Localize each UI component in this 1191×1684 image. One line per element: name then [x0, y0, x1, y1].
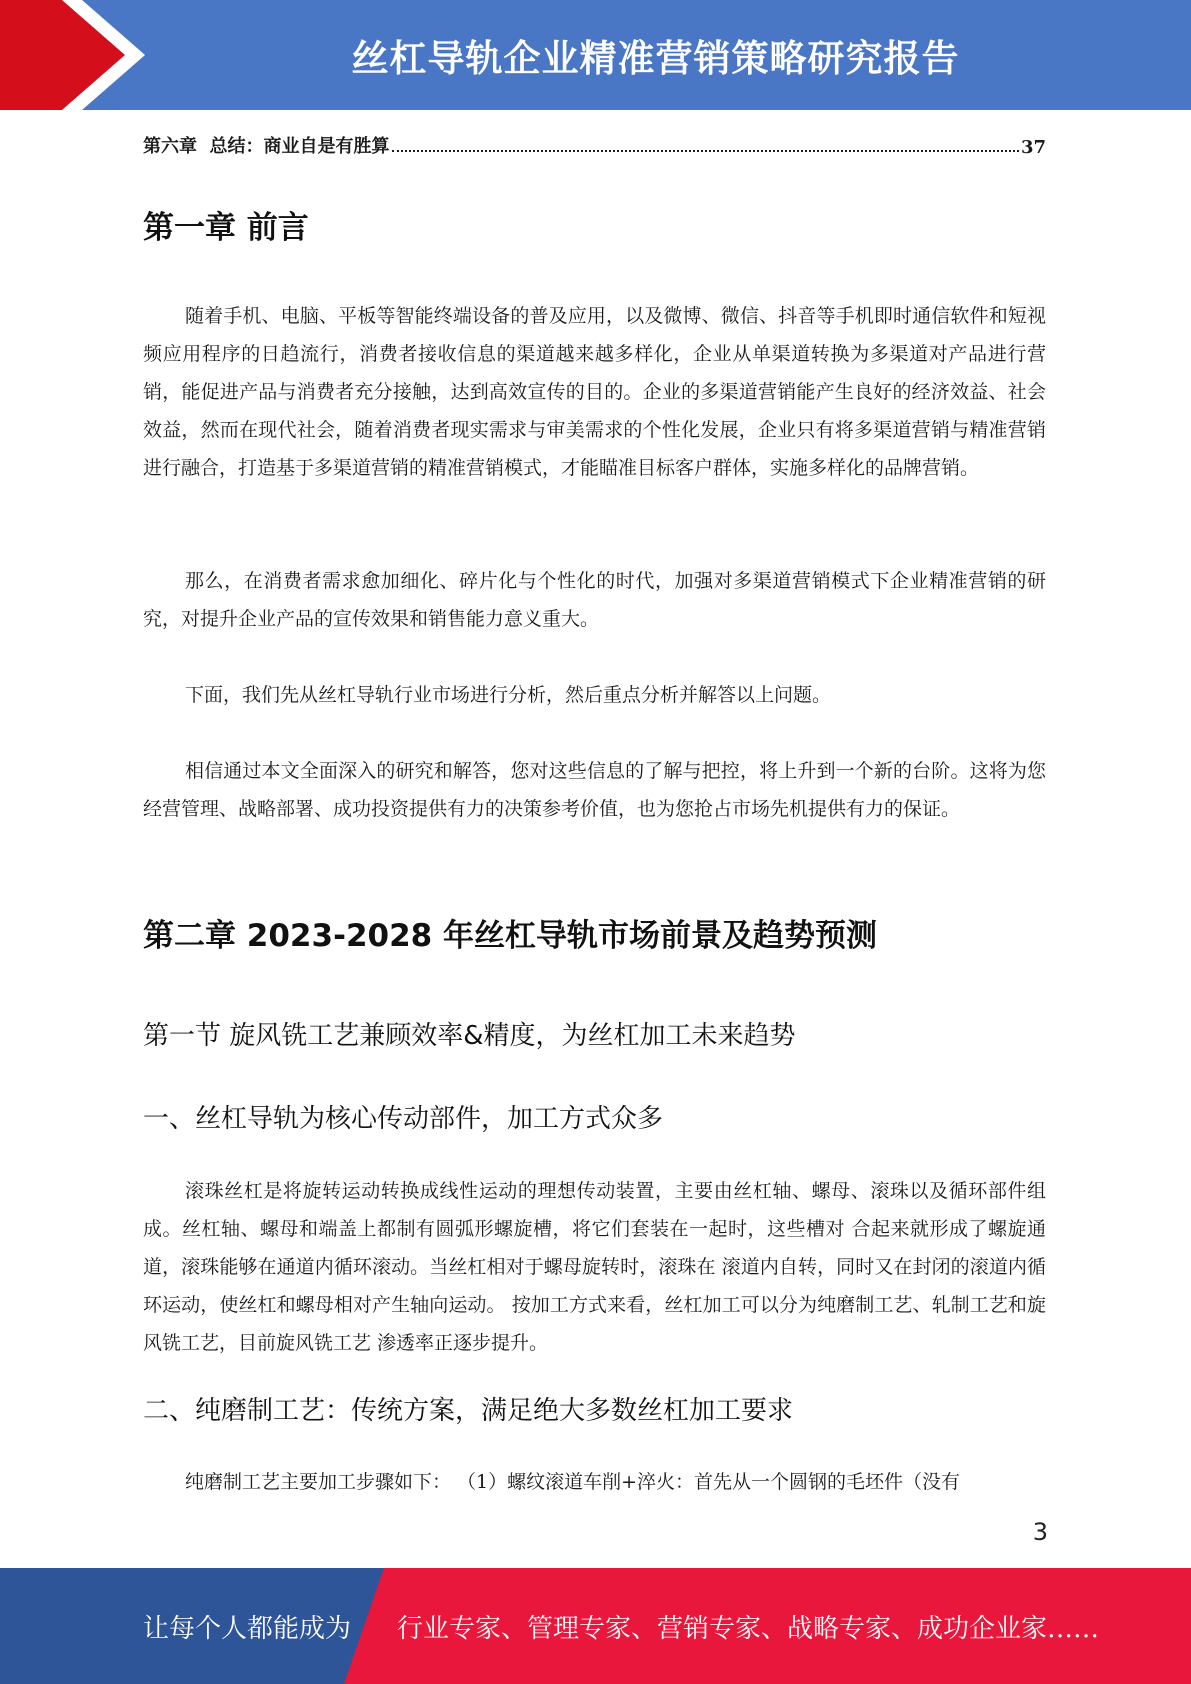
toc-entry-label: 第六章 总结：商业自是有胜算: [143, 136, 390, 157]
chapter-2-heading: 第二章 2023-2028 年丝杠导轨市场前景及趋势预测: [143, 918, 878, 954]
footer-slogan-right: 行业专家、管理专家、营销专家、战略专家、成功企业家……: [397, 1613, 1100, 1644]
chapter-1-paragraph-1: 随着手机、电脑、平板等智能终端设备的普及应用，以及微博、微信、抖音等手机即时通信软件和短视频应用程序的日趋流行，消费者接收信息的渠道越来越多样化，企业从单渠道转换为多渠道对产品进行营销，能促进产品与消费者充分接触，达到高效宣传的目的。企业的多渠道营销能产生良好的经济效益、社会效益，然而在现代社会，随着消费者现实需求与审美需求的个性化发展，企业只有将多渠道营销与精准营销进行融合，打造基于多渠道营销的精准营销模式，才能瞄准目标客户群体，实施多样化的品牌营销。: [143, 305, 1046, 479]
subsection-2-paragraph: 纯磨制工艺主要加工步骤如下： （1）螺纹滚道车削+淬火：首先从一个圆钢的毛坯件（没有: [185, 1471, 961, 1493]
toc-entry[interactable]: [143, 130, 1046, 158]
subsection-2-heading: 二、纯磨制工艺：传统方案，满足绝大多数丝杠加工要求: [143, 1396, 794, 1426]
chapter-1-heading: 第一章 前言: [143, 210, 309, 246]
subsection-1-paragraph: 滚珠丝杠是将旋转运动转换成线性运动的理想传动装置，主要由丝杠轴、螺母、滚珠以及循环部件组成。丝杠轴、螺母和端盖上都制有圆弧形螺旋槽，将它们套装在一起时，这些槽对 合起来就形成了螺旋通道，滚珠能够在通道内循环滚动。当丝杠相对于螺母旋转时，滚珠在 滚道内自转，同时又在封闭的滚道内循环运动，使丝杠和螺母相对产生轴向运动。 按加工方式来看，丝杠加工可以分为纯磨制工艺、轧制工艺和旋风铣工艺，目前旋风铣工艺 渗透率正逐步提升。: [143, 1180, 1046, 1354]
chapter-1-paragraph-2: 那么，在消费者需求愈加细化、碎片化与个性化的时代，加强对多渠道营销模式下企业精准营销的研究，对提升企业产品的宣传效果和销售能力意义重大。: [143, 570, 1046, 630]
toc-entry-page: 37: [1020, 137, 1046, 158]
chapter-1-paragraph-3: 下面，我们先从丝杠导轨行业市场进行分析，然后重点分析并解答以上问题。: [185, 684, 832, 706]
report-title: 丝杠导轨企业精准营销策略研究报告: [351, 37, 960, 80]
report-footer: [0, 1568, 1191, 1684]
footer-slogan-left: 让每个人都能成为: [143, 1613, 352, 1644]
subsection-1-heading: 一、丝杠导轨为核心传动部件，加工方式众多: [143, 1104, 664, 1134]
section-1-heading: 第一节 旋风铣工艺兼顾效率&精度，为丝杠加工未来趋势: [143, 1021, 796, 1051]
report-header: [0, 0, 1191, 110]
page-number: 3: [1032, 1518, 1048, 1546]
toc-leader-dots: [392, 150, 1019, 152]
chapter-1-paragraph-4: 相信通过本文全面深入的研究和解答，您对这些信息的了解与把控，将上升到一个新的台阶。这将为您经营管理、战略部署、成功投资提供有力的决策参考价值，也为您抢占市场先机提供有力的保证。: [143, 760, 1046, 820]
